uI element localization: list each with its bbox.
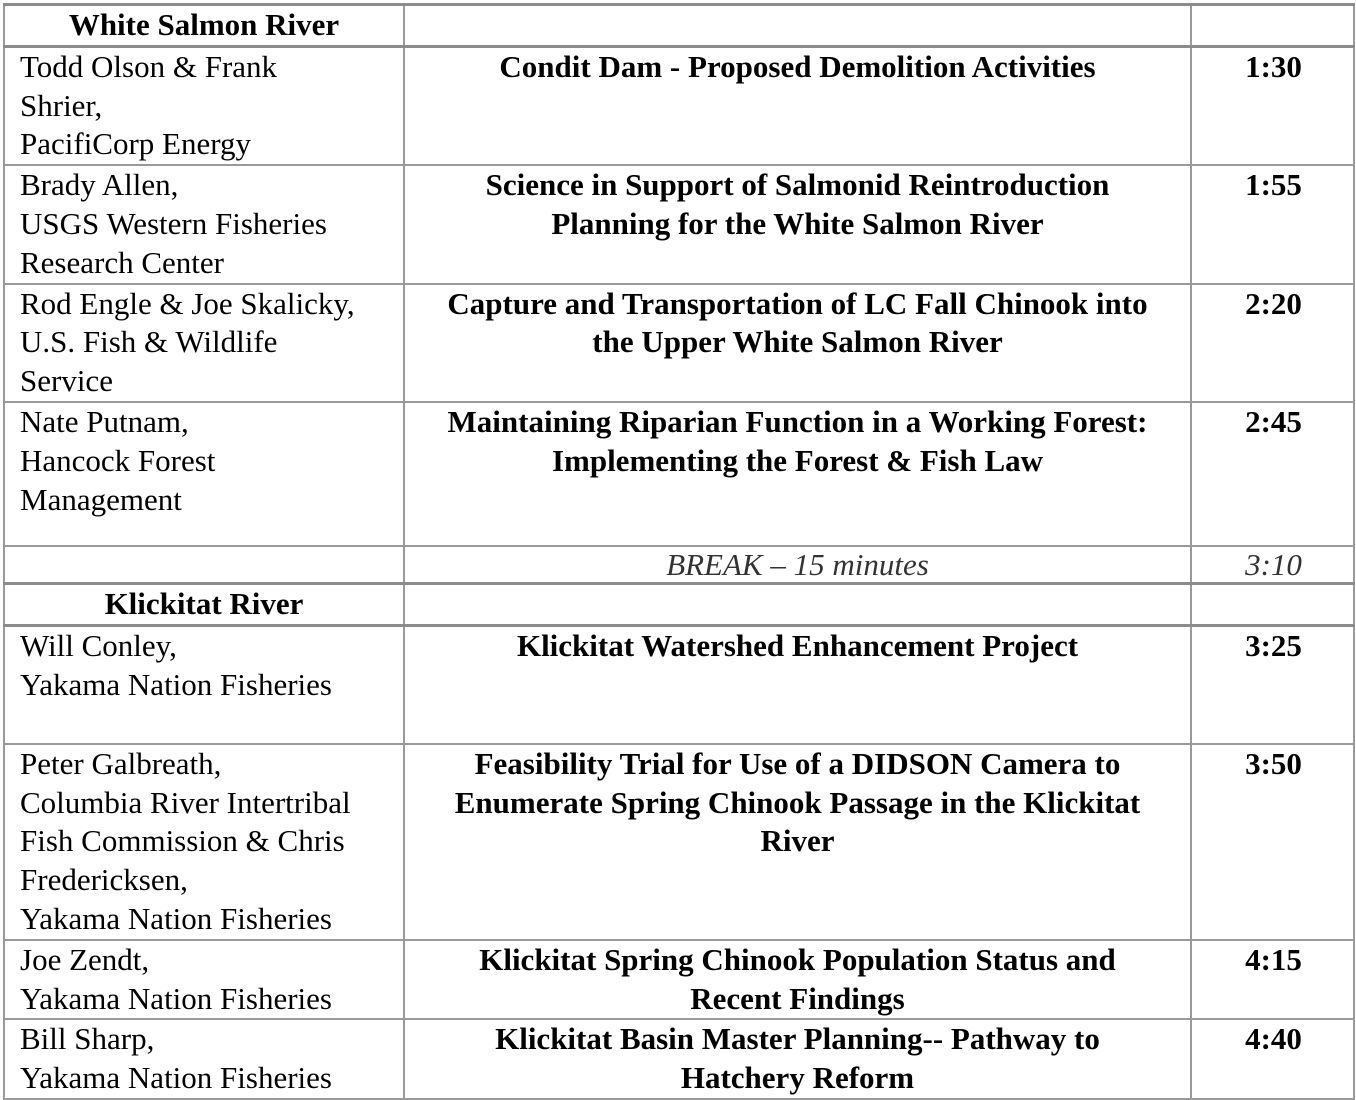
section-title-klickitat: Klickitat River (4, 584, 404, 626)
talk-title-cell (404, 1019, 1191, 1099)
section-title-white-salmon: White Salmon River (4, 5, 404, 47)
section-empty-cell (1191, 584, 1354, 626)
talk-title-cell (404, 626, 1191, 744)
break-row (4, 546, 1354, 584)
talk-title-line: Enumerate Spring Chinook Passage in the Klickitat (454, 784, 1141, 820)
talk-row (4, 744, 1354, 940)
speaker-cell (4, 940, 404, 1020)
speaker-line: Nate Putnam, (20, 403, 189, 439)
talk-title-cell (404, 940, 1191, 1020)
speaker-cell (4, 744, 404, 940)
talk-title-line: Capture and Transportation of LC Fall Chinook into (447, 285, 1148, 321)
speaker-line: Joe Zendt, (20, 941, 150, 977)
speaker-line: Peter Galbreath, (20, 745, 222, 781)
speaker-line: Yakama Nation Fisheries (20, 667, 332, 703)
break-time: 3:10 (1191, 546, 1354, 584)
talk-row (4, 165, 1354, 283)
speaker-line: Fish Commission & Chris (20, 823, 345, 859)
speaker-line: U.S. Fish & Wildlife (20, 324, 278, 360)
speaker-line: Management (20, 481, 182, 517)
talk-title-line: Recent Findings (690, 980, 905, 1016)
talk-row (4, 940, 1354, 1020)
talk-time: 4:40 (1191, 1019, 1354, 1099)
speaker-line: Brady Allen, (20, 167, 179, 203)
talk-title-line: Planning for the White Salmon River (551, 205, 1044, 241)
section-empty-cell (1191, 5, 1354, 47)
speaker-line: Rod Engle & Joe Skalicky, (20, 285, 355, 321)
talk-title-line: Feasibility Trial for Use of a DIDSON Camera to (474, 745, 1121, 781)
talk-title-cell (404, 744, 1191, 940)
talk-time: 2:45 (1191, 402, 1354, 546)
talk-title-line: Klickitat Basin Master Planning-- Pathway to (495, 1021, 1100, 1057)
speaker-line: Yakama Nation Fisheries (20, 900, 332, 936)
talk-title-cell (404, 284, 1191, 402)
speaker-cell (4, 165, 404, 283)
speaker-line: Fredericksen, (20, 862, 188, 898)
section-header-row (4, 5, 1354, 47)
speaker-line: PacifiCorp Energy (20, 126, 252, 162)
talk-time: 4:15 (1191, 940, 1354, 1020)
talk-title-line: Hatchery Reform (680, 1060, 915, 1096)
speaker-cell (4, 1019, 404, 1099)
break-empty-cell (4, 546, 404, 584)
talk-title-cell (404, 402, 1191, 546)
talk-time: 3:25 (1191, 626, 1354, 744)
talk-time: 2:20 (1191, 284, 1354, 402)
talk-row (4, 46, 1354, 165)
talk-title-line: Klickitat Watershed Enhancement Project (516, 628, 1079, 664)
speaker-line: Will Conley, (20, 628, 177, 664)
talk-time: 1:55 (1191, 165, 1354, 283)
speaker-line: Todd Olson & Frank (20, 48, 278, 84)
talk-row (4, 284, 1354, 402)
speaker-line: Yakama Nation Fisheries (20, 1060, 332, 1096)
section-header-row (4, 584, 1354, 626)
agenda-table (3, 3, 1355, 1100)
speaker-line: Yakama Nation Fisheries (20, 980, 332, 1016)
speaker-cell (4, 46, 404, 165)
speaker-line: Service (20, 363, 113, 399)
speaker-cell (4, 402, 404, 546)
section-empty-cell (404, 5, 1191, 47)
speaker-line: Columbia River Intertribal (20, 784, 351, 820)
talk-row (4, 1019, 1354, 1099)
speaker-cell (4, 626, 404, 744)
talk-time: 1:30 (1191, 46, 1354, 165)
speaker-line: Bill Sharp, (20, 1021, 155, 1057)
talk-title-line: Implementing the Forest & Fish Law (551, 442, 1044, 478)
talk-title-line: Science in Support of Salmonid Reintroduction (485, 167, 1110, 203)
talk-row (4, 626, 1354, 744)
speaker-line: USGS Western Fisheries (20, 205, 327, 241)
talk-title-line: River (760, 823, 835, 859)
talk-title-cell (404, 165, 1191, 283)
talk-title-line: Condit Dam - Proposed Demolition Activities (499, 48, 1096, 84)
talk-title-line: Klickitat Spring Chinook Population Status and (479, 941, 1116, 977)
speaker-line: Hancock Forest (20, 442, 216, 478)
talk-title-line: the Upper White Salmon River (592, 324, 1003, 360)
talk-time: 3:50 (1191, 744, 1354, 940)
break-label: BREAK – 15 minutes (404, 546, 1191, 584)
speaker-line: Research Center (20, 244, 224, 280)
speaker-cell (4, 284, 404, 402)
speaker-line: Shrier, (20, 87, 103, 123)
talk-row (4, 402, 1354, 546)
talk-title-line: Maintaining Riparian Function in a Working Forest: (447, 403, 1148, 439)
section-empty-cell (404, 584, 1191, 626)
talk-title-cell (404, 46, 1191, 165)
